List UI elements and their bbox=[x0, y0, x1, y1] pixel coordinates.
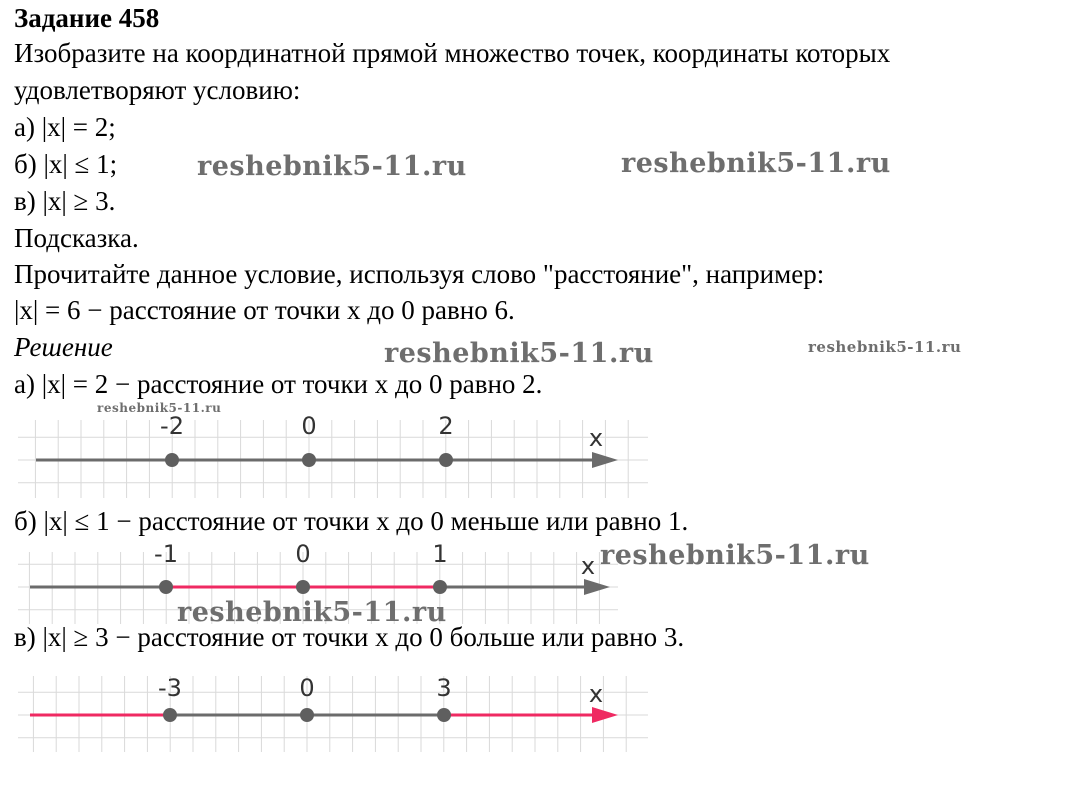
tick-label: 1 bbox=[432, 540, 448, 568]
watermark: reshebnik5-11.ru bbox=[808, 338, 962, 356]
point bbox=[159, 580, 173, 594]
point bbox=[165, 453, 179, 467]
hint-label: Подсказка. bbox=[14, 223, 139, 253]
point bbox=[433, 580, 447, 594]
task-statement-line-1: Изобразите на координатной прямой множество точек, координаты которых bbox=[14, 38, 891, 68]
tick-label: 3 bbox=[436, 674, 452, 702]
point bbox=[437, 708, 451, 722]
number-line-a bbox=[18, 412, 648, 498]
task-title: Задание 458 bbox=[14, 3, 160, 33]
solution-label: Решение bbox=[14, 332, 113, 362]
solution-a: а) |x| = 2 − расстояние от точки x до 0 равно 2. bbox=[14, 369, 543, 399]
axis-label: x bbox=[580, 552, 596, 580]
axis-label: x bbox=[588, 424, 604, 452]
solution-b: б) |x| ≤ 1 − расстояние от точки x до 0 меньше или равно 1. bbox=[14, 506, 689, 536]
task-item-a: а) |x| = 2; bbox=[14, 112, 116, 142]
axis-arrow bbox=[584, 579, 610, 595]
point bbox=[300, 708, 314, 722]
tick-label: 0 bbox=[299, 674, 315, 702]
hint-text-1: Прочитайте данное условие, используя слово "расстояние", например: bbox=[14, 259, 825, 289]
task-statement-line-2: удовлетворяют условию: bbox=[14, 75, 301, 105]
point bbox=[163, 708, 177, 722]
tick-label: 2 bbox=[438, 412, 454, 440]
watermark: reshebnik5-11.ru bbox=[384, 338, 654, 369]
watermark: reshebnik5-11.ru bbox=[177, 597, 447, 628]
watermark: reshebnik5-11.ru bbox=[197, 151, 467, 182]
point bbox=[302, 453, 316, 467]
watermark: reshebnik5-11.ru bbox=[621, 148, 891, 179]
point bbox=[439, 453, 453, 467]
tick-label: -3 bbox=[158, 674, 182, 702]
tick-label: 0 bbox=[301, 412, 317, 440]
point bbox=[296, 580, 310, 594]
axis-label: x bbox=[588, 680, 604, 708]
watermark: reshebnik5-11.ru bbox=[97, 401, 222, 415]
tick-label: 0 bbox=[295, 540, 311, 568]
watermark: reshebnik5-11.ru bbox=[600, 540, 870, 571]
task-item-c: в) |x| ≥ 3. bbox=[14, 186, 116, 216]
number-line-c bbox=[18, 668, 648, 754]
solution-c: в) |x| ≥ 3 − расстояние от точки x до 0 больше или равно 3. bbox=[14, 622, 685, 652]
tick-label: -1 bbox=[154, 540, 178, 568]
task-item-b: б) |x| ≤ 1; bbox=[14, 149, 118, 179]
tick-label: -2 bbox=[160, 412, 184, 440]
axis-arrow bbox=[592, 707, 618, 723]
hint-text-2: |x| = 6 − расстояние от точки x до 0 равно 6. bbox=[14, 295, 515, 325]
